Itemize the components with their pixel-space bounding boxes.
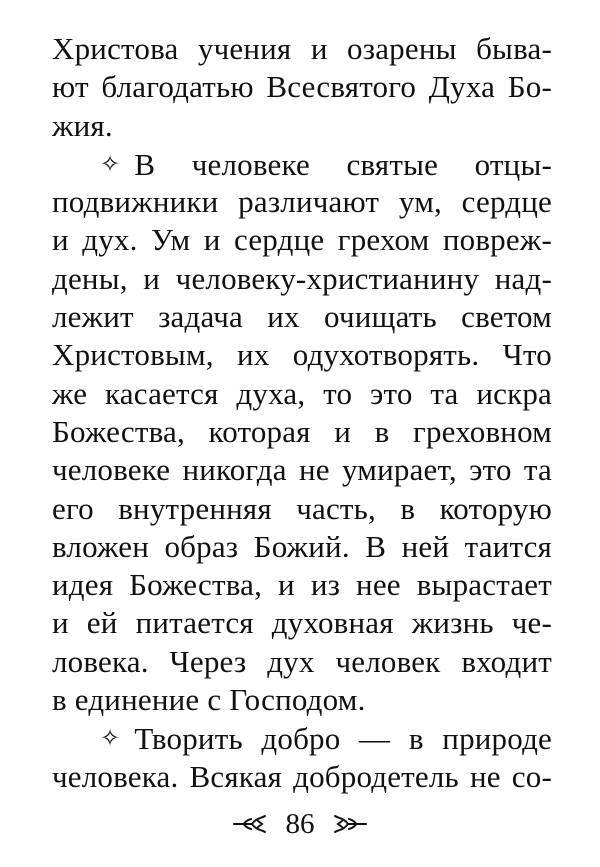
text-line: ют благодатью Всесвятого Духа Бо- bbox=[52, 69, 552, 105]
text-line: дены, и человеку-христианину над- bbox=[52, 260, 552, 296]
paragraph-1 bbox=[52, 30, 552, 145]
text-line: и дух. Ум и сердце грехом повреж- bbox=[52, 222, 552, 258]
diamond-bullet-icon: ✧ bbox=[100, 149, 121, 178]
text-line: вложен образ Божий. В ней таится bbox=[52, 528, 552, 564]
right-flourish-icon bbox=[332, 814, 368, 834]
left-flourish-icon bbox=[232, 814, 268, 834]
text-line: подвижники различают ум, сердце bbox=[52, 184, 552, 220]
text-line: и ей питается духовная жизнь че- bbox=[52, 605, 552, 641]
diamond-bullet-icon: ✧ bbox=[100, 724, 121, 753]
text-line: лежит задача их очищать светом bbox=[52, 299, 552, 335]
text-line: же касается духа, то это та искра bbox=[52, 375, 552, 411]
text-line: Христовым, их одухотворять. Что bbox=[52, 337, 552, 373]
text-line-content: Творить добро — в природе bbox=[134, 721, 552, 757]
text-line: в единение с Господом. bbox=[52, 682, 366, 718]
text-line: жия. bbox=[52, 107, 113, 143]
page-body bbox=[52, 30, 552, 796]
text-line: его внутренняя часть, в которую bbox=[52, 490, 552, 526]
page-number: 86 bbox=[285, 807, 315, 840]
text-line-first bbox=[52, 145, 552, 183]
text-line: человеке никогда не умирает, это та bbox=[52, 452, 552, 488]
paragraph-2 bbox=[52, 145, 552, 719]
text-line: ловека. Через дух человек входит bbox=[52, 643, 552, 679]
page-footer bbox=[0, 806, 600, 841]
text-line: Божества, которая и в греховном bbox=[52, 413, 552, 449]
text-line-content: В человеке святые отцы- bbox=[134, 146, 552, 182]
text-line-first bbox=[52, 719, 552, 757]
text-line: идея Божества, и из нее вырастает bbox=[52, 567, 552, 603]
text-line: Христова учения и озарены быва- bbox=[52, 31, 552, 66]
paragraph-3 bbox=[52, 719, 552, 796]
text-line: человека. Всякая добродетель не со- bbox=[52, 758, 552, 794]
